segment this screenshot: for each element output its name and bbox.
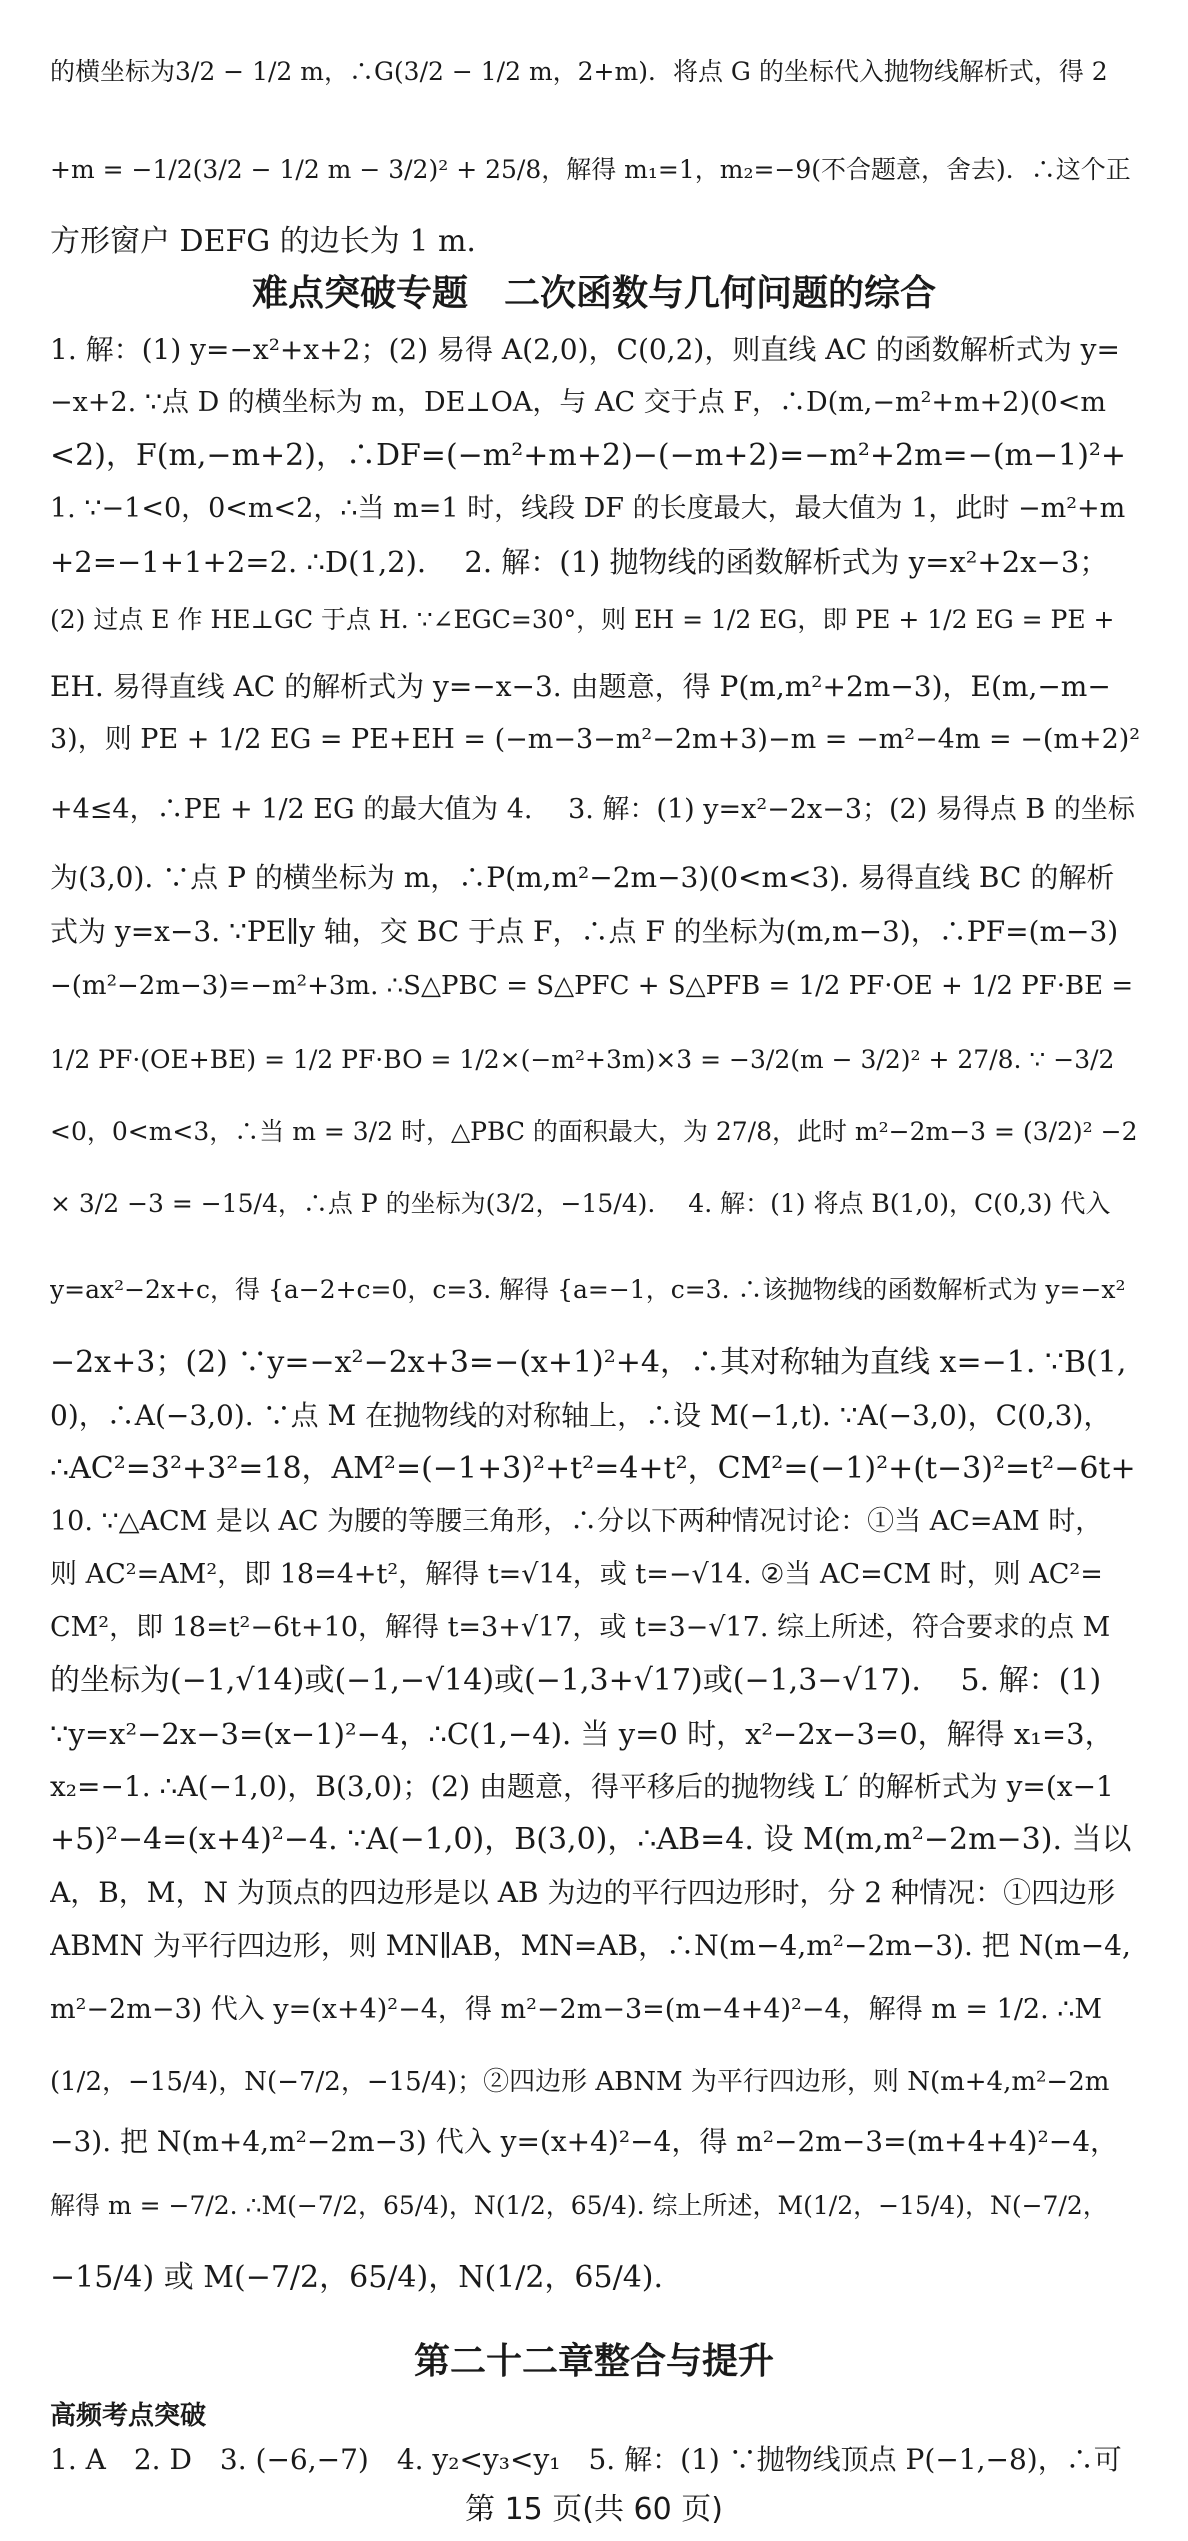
body-line: (2) 过点 E 作 HE⊥GC 于点 H. ∵∠EGC=30°，则 EH = 1/2 EG，即 PE + 1/2 EG = PE + bbox=[50, 605, 1115, 634]
body-line: 式为 y=x−3. ∵PE∥y 轴，交 BC 于点 F，∴点 F 的坐标为(m,m−3)，∴PF=(m−3) bbox=[50, 915, 1119, 948]
body-line: m²−2m−3) 代入 y=(x+4)²−4，得 m²−2m−3=(m−4+4)²−4，解得 m = 1/2. ∴M bbox=[50, 1994, 1103, 2025]
answers-line: 1. A 2. D 3. (−6,−7) 4. y₂<y₃<y₁ 5. 解：(1) ∵抛物线顶点 P(−1,−8)，∴可 bbox=[50, 2443, 1122, 2476]
body-line: +5)²−4=(x+4)²−4. ∵A(−1,0)，B(3,0)，∴AB=4. 设 M(m,m²−2m−3). 当以 bbox=[50, 1822, 1132, 1857]
body-line: ABMN 为平行四边形，则 MN∥AB，MN=AB，∴N(m−4,m²−2m−3). 把 N(m−4, bbox=[50, 1929, 1131, 1962]
intro-line: +m = −1/2(3/2 − 1/2 m − 3/2)² + 25/8，解得 m₁=1，m₂=−9(不合题意，舍去)．∴这个正 bbox=[50, 155, 1131, 184]
body-line: (1/2，−15/4)，N(−7/2，−15/4)；②四边形 ABNM 为平行四边形，则 N(m+4,m²−2m bbox=[50, 2067, 1110, 2097]
body-line: 10. ∵△ACM 是以 AC 为腰的等腰三角形，∴分以下两种情况讨论：①当 AC=AM 时， bbox=[50, 1506, 1103, 1537]
body-line: 3)，则 PE + 1/2 EG = PE+EH = (−m−3−m²−2m+3)−m = −m²−4m = −(m+2)² bbox=[50, 724, 1140, 755]
body-line: −(m²−2m−3)=−m²+3m. ∴S△PBC = S△PFC + S△PFB = 1/2 PF·OE + 1/2 PF·BE = bbox=[50, 971, 1134, 1001]
body-line: 1/2 PF·(OE+BE) = 1/2 PF·BO = 1/2×(−m²+3m)×3 = −3/2(m − 3/2)² + 27/8. ∵ −3/2 bbox=[50, 1045, 1115, 1074]
body-line: −2x+3；(2) ∵y=−x²−2x+3=−(x+1)²+4，∴其对称轴为直线 x=−1. ∵B(1, bbox=[50, 1345, 1127, 1380]
body-line: 为(3,0). ∵点 P 的横坐标为 m，∴P(m,m²−2m−3)(0<m<3). 易得直线 BC 的解析 bbox=[50, 861, 1115, 894]
subsection-title: 高频考点突破 bbox=[50, 2401, 207, 2431]
body-line: 0)，∴A(−3,0). ∵点 M 在抛物线的对称轴上，∴设 M(−1,t). ∵A(−3,0)，C(0,3)， bbox=[50, 1399, 1112, 1432]
chapter-title: 第二十二章整合与提升 bbox=[413, 2341, 774, 2382]
body-line: ∴AC²=3²+3²=18，AM²=(−1+3)²+t²=4+t²，CM²=(−1)²+(t−3)²=t²−6t+ bbox=[50, 1451, 1136, 1486]
page-footer: 第 15 页(共 60 页) bbox=[465, 2492, 723, 2527]
body-line: <2)，F(m,−m+2)，∴DF=(−m²+m+2)−(−m+2)=−m²+2m=−(m−1)²+ bbox=[50, 438, 1127, 473]
intro-line: 方形窗户 DEFG 的边长为 1 m. bbox=[50, 224, 476, 259]
body-line: 解得 m = −7/2. ∴M(−7/2，65/4)，N(1/2，65/4). 综上所述，M(1/2，−15/4)，N(−7/2， bbox=[50, 2191, 1108, 2220]
body-line: −15/4) 或 M(−7/2，65/4)，N(1/2，65/4). bbox=[50, 2260, 664, 2295]
body-line: −3). 把 N(m+4,m²−2m−3) 代入 y=(x+4)²−4，得 m²−2m−3=(m+4+4)²−4， bbox=[50, 2125, 1119, 2158]
body-line: A，B，M，N 为顶点的四边形是以 AB 为边的平行四边形时，分 2 种情况：①四边形 bbox=[50, 1876, 1116, 1909]
body-line: 的坐标为(−1,√14)或(−1,−√14)或(−1,3+√17)或(−1,3−√17). 5. 解：(1) bbox=[50, 1663, 1102, 1698]
body-line: × 3/2 −3 = −15/4，∴点 P 的坐标为(3/2，−15/4). 4. 解：(1) 将点 B(1,0)，C(0,3) 代入 bbox=[50, 1189, 1111, 1218]
body-line: x₂=−1. ∴A(−1,0)，B(3,0)；(2) 由题意，得平移后的抛物线 L′ 的解析式为 y=(x−1 bbox=[50, 1770, 1114, 1803]
body-line: EH. 易得直线 AC 的解析式为 y=−x−3. 由题意，得 P(m,m²+2m−3)，E(m,−m− bbox=[50, 670, 1111, 703]
body-line: <0，0<m<3，∴当 m = 3/2 时，△PBC 的面积最大，为 27/8，此时 m²−2m−3 = (3/2)² −2 bbox=[50, 1117, 1138, 1146]
body-line: +4≤4，∴PE + 1/2 EG 的最大值为 4. 3. 解：(1) y=x²−2x−3；(2) 易得点 B 的坐标 bbox=[50, 794, 1135, 825]
body-line: −x+2. ∵点 D 的横坐标为 m，DE⊥OA，与 AC 交于点 F，∴D(m,−m²+m+2)(0<m bbox=[50, 387, 1106, 418]
body-line: y=ax²−2x+c，得 {a−2+c=0，c=3. 解得 {a=−1，c=3. ∴该抛物线的函数解析式为 y=−x² bbox=[50, 1275, 1126, 1304]
body-line: +2=−1+1+2=2. ∴D(1,2). 2. 解：(1) 抛物线的函数解析式为 y=x²+2x−3； bbox=[50, 545, 1109, 579]
body-line: 1. ∵−1<0，0<m<2，∴当 m=1 时，线段 DF 的长度最大，最大值为 1，此时 −m²+m bbox=[50, 493, 1126, 524]
body-line: ∵y=x²−2x−3=(x−1)²−4，∴C(1,−4). 当 y=0 时，x²−2x−3=0，解得 x₁=3， bbox=[50, 1717, 1114, 1751]
body-line: 则 AC²=AM²，即 18=4+t²，解得 t=√14，或 t=−√14. ②当 AC=CM 时，则 AC²= bbox=[50, 1559, 1103, 1590]
body-line: CM²，即 18=t²−6t+10，解得 t=3+√17，或 t=3−√17. 综上所述，符合要求的点 M bbox=[50, 1612, 1111, 1643]
intro-line: 的横坐标为3/2 − 1/2 m，∴G(3/2 − 1/2 m，2+m)．将点 G 的坐标代入抛物线解析式，得 2 bbox=[50, 57, 1108, 86]
body-line: 1. 解：(1) y=−x²+x+2；(2) 易得 A(2,0)，C(0,2)，则直线 AC 的函数解析式为 y= bbox=[50, 333, 1120, 366]
section-title: 难点突破专题 二次函数与几何问题的综合 bbox=[251, 273, 936, 314]
